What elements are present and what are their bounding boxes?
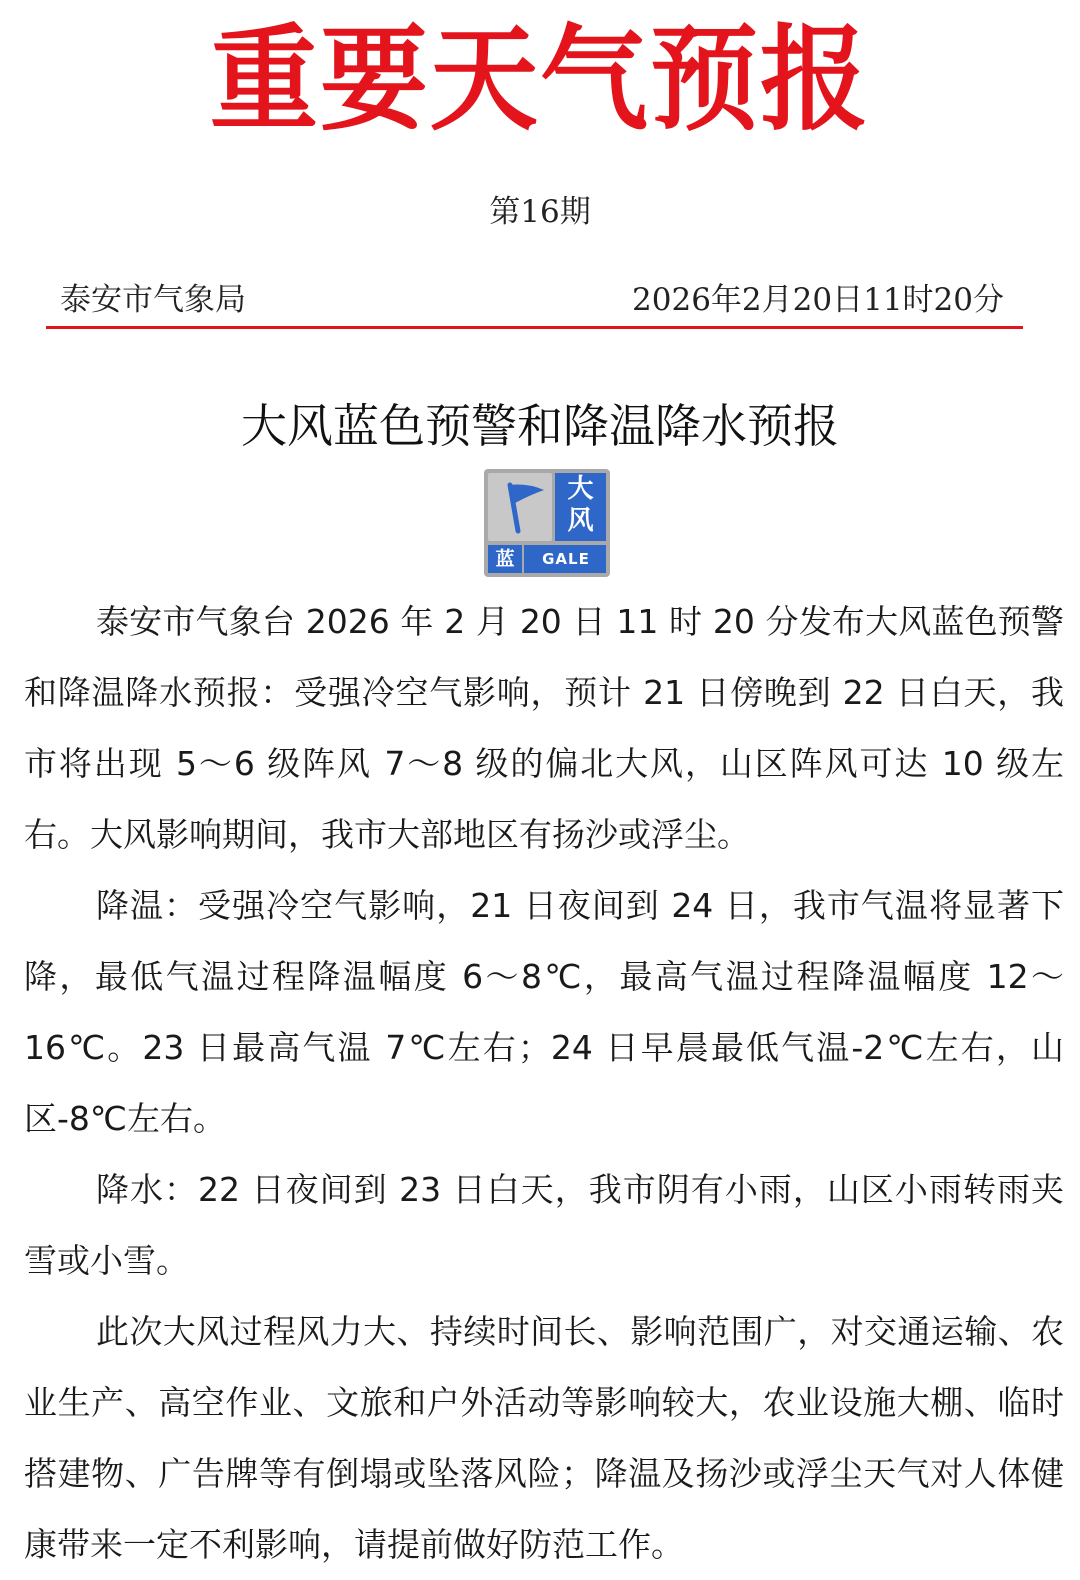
gale-blue-warning-icon [484, 469, 610, 577]
header-divider [46, 326, 1023, 329]
gale-flag-icon [488, 473, 552, 541]
warning-category [555, 473, 606, 541]
warning-level-bar [488, 545, 606, 573]
warning-category-char-2: 风 [567, 506, 594, 536]
warning-level: 蓝 [488, 545, 524, 573]
forecast-body [24, 586, 1064, 1580]
warning-english-label: GALE [542, 550, 590, 568]
masthead-title: 重要天气预报 [209, 13, 870, 147]
issue-time: 2026年2月20日11时20分 [632, 282, 1004, 318]
warning-category-char-1: 大 [567, 474, 594, 504]
paragraph-precipitation: 降水：22 日夜间到 23 日白天，我市阴有小雨，山区小雨转雨夹雪或小雪。 [24, 1170, 1064, 1280]
paragraph-impact: 此次大风过程风力大、持续时间长、影响范围广，对交通运输、农业生产、高空作业、文旅和户外活动等影响较大，农业设施大棚、临时搭建物、广告牌等有倒塌或坠落风险；降温及扬沙或浮尘天气对人体健康带来一定不利影响，请提前做好防范工作。 [24, 1312, 1064, 1564]
issuer-name: 泰安市气象局 [60, 282, 246, 318]
paragraph-cooling: 降温：受强冷空气影响，21 日夜间到 24 日，我市气温将显著下降，最低气温过程降温幅度 6～8℃，最高气温过程降温幅度 12～16℃。23 日最高气温 7℃左右；24 日早晨最低气温-2℃左右，山区-8℃左右。 [24, 886, 1064, 1138]
paragraph-summary: 泰安市气象台 2026 年 2 月 20 日 11 时 20 分发布大风蓝色预警和降温降水预报：受强冷空气影响，预计 21 日傍晚到 22 日白天，我市将出现 5～6 级阵风 7～8 级的偏北大风，山区阵风可达 10 级左右。大风影响期间，我市大部地区有扬沙或浮尘。 [24, 602, 1064, 854]
document-title: 大风蓝色预警和降温降水预报 [241, 399, 839, 453]
issue-number: 第16期 [489, 194, 591, 230]
